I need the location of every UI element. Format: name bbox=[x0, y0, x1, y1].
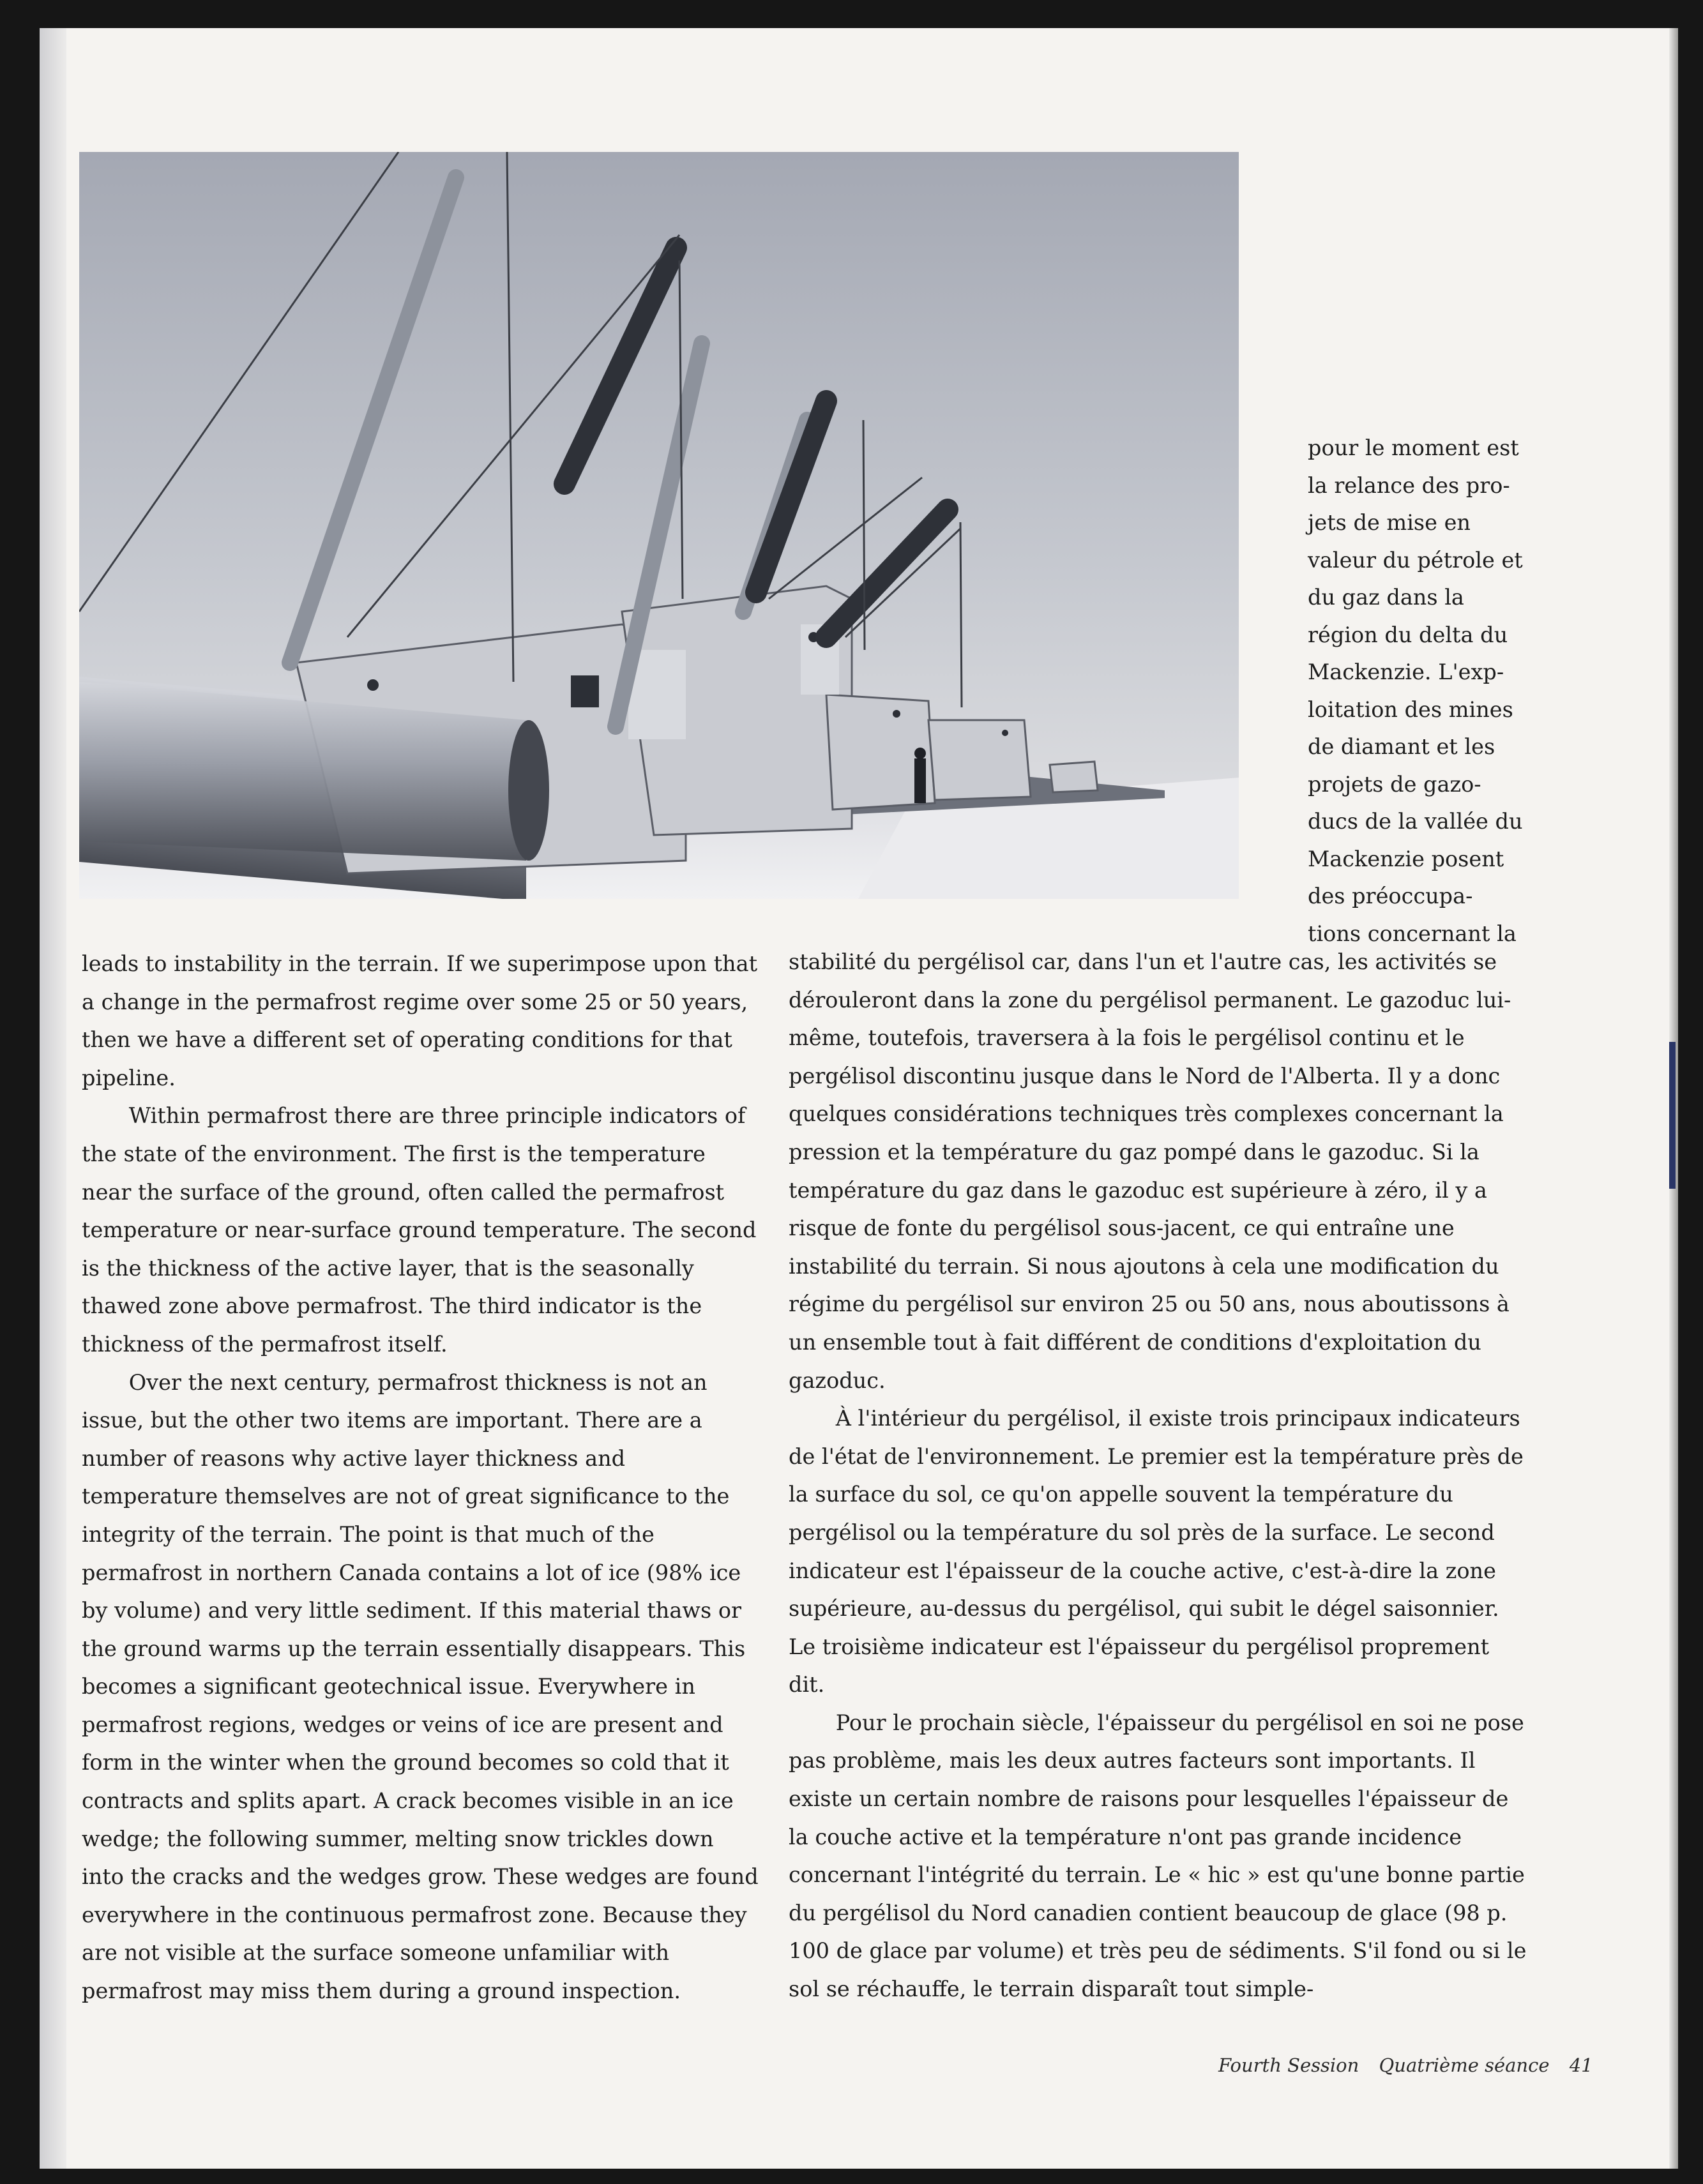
footer-session-en: Fourth Session bbox=[1218, 2054, 1359, 2076]
page-footer bbox=[1218, 2054, 1593, 2076]
page-tab-marker bbox=[1669, 1042, 1676, 1189]
paragraph: stabilité du pergélisol car, dans l'un et l'autre cas, les activités se dérouleront dans la zone du pergélisol permanent. Le gazoduc lui-même, toutefois, traversera à la fois le pergélisol continu et le pergélisol discontinu jusque dans le Nord de l'Alberta. Il y a donc quelques considérations techniques très complexes concernant la pression et la température du gaz pompé dans le gazoduc. Si la température du gaz dans le gazoduc est supérieure à zéro, il y a risque de fonte du pergélisol sous-jacent, ce qui entraîne une instabilité du terrain. Si nous ajoutons à cela une modification du régime du pergélisol sur environ 25 ou 50 ans, nous aboutissons à un ensemble tout à fait différent de conditions d'exploitation du gazoduc. bbox=[789, 949, 1511, 1393]
sidebar-line: projets de gazo- bbox=[1308, 771, 1481, 797]
footer-session-fr: Quatrième séance bbox=[1379, 2054, 1550, 2076]
sidebar-line: valeur du pétrole et bbox=[1308, 547, 1523, 573]
sidebar-line: Mackenzie. L'exp- bbox=[1308, 659, 1504, 684]
paragraph: Within permafrost there are three principle indicators of the state of the environment. The first is the temperature near the surface of the ground, often called the permafrost temperature or near-surface ground temperature. The second is the thickness of the active layer, that is the seasonally thawed zone above permafrost. The third indicator is the thickness of the permafrost itself. bbox=[82, 1103, 757, 1357]
paragraph: À l'intérieur du pergélisol, il existe trois principaux indicateurs de l'état de l'environnement. Le premier est la température près de la surface du sol, ce qu'on appelle souvent la température du pergélisol ou la température du sol près de la surface. Le second indicateur est l'épaisseur de la couche active, c'est-à-dire la zone supérieure, au-dessus du pergélisol, qui subit le dégel saisonnier. Le troisième indicateur est l'épaisseur du pergélisol proprement dit. bbox=[789, 1406, 1524, 1698]
sidebar-text-fr bbox=[1308, 430, 1550, 953]
french-column bbox=[789, 943, 1531, 2008]
sidebar-line: la relance des pro- bbox=[1308, 472, 1510, 498]
page-number: 41 bbox=[1569, 2054, 1593, 2076]
paragraph: Pour le prochain siècle, l'épaisseur du pergélisol en soi ne pose pas problème, mais les deux autres facteurs sont importants. Il existe un certain nombre de raisons pour lesquelles l'épaisseur de la couche active et la température n'ont pas grande incidence concernant l'intégrité du terrain. Le « hic » est qu'une bonne partie du pergélisol du Nord canadien contient beaucoup de glace (98 p. 100 de glace par volume) et très peu de sédiments. S'il fond ou si le sol se réchauffe, le terrain disparaît tout simple- bbox=[789, 1710, 1527, 2002]
sidebar-line: des préoccupa- bbox=[1308, 884, 1473, 908]
sidebar-line: pour le moment est bbox=[1308, 435, 1519, 460]
page-gutter bbox=[40, 28, 66, 2169]
sidebar-line: ducs de la vallée du bbox=[1308, 809, 1523, 834]
pipeline-sidebooms-photo bbox=[79, 152, 1239, 899]
sidebar-line: jets de mise en bbox=[1308, 510, 1471, 535]
sidebar-line: du gaz dans la bbox=[1308, 585, 1464, 610]
english-column bbox=[82, 945, 760, 2010]
sidebar-line: loitation des mines bbox=[1308, 697, 1513, 722]
paragraph: leads to instability in the terrain. If we superimpose upon that a change in the permafrost regime over some 25 or 50 years, then we have a different set of operating conditions for that pipeline. bbox=[82, 951, 758, 1090]
sidebar-line: Mackenzie posent bbox=[1308, 846, 1504, 871]
sidebar-line: région du delta du bbox=[1308, 622, 1508, 647]
pipeline-photo bbox=[79, 152, 1239, 899]
sidebar-line: de diamant et les bbox=[1308, 734, 1495, 759]
sidebar-line: tions concernant la bbox=[1308, 921, 1517, 946]
paragraph: Over the next century, permafrost thickness is not an issue, but the other two items are important. There are a number of reasons why active layer thickness and temperature themselves are not of great significance to the integrity of the terrain. The point is that much of the permafrost in northern Canada contains a lot of ice (98% ice by volume) and very little sediment. If this material thaws or the ground warms up the terrain essentially disappears. This becomes a significant geotechnical issue. Everywhere in permafrost regions, wedges or veins of ice are present and form in the winter when the ground becomes so cold that it contracts and splits apart. A crack becomes visible in an ice wedge; the following summer, melting snow trickles down into the cracks and the wedges grow. These wedges are found everywhere in the continuous permafrost zone. Because they are not visible at the surface someone unfamiliar with permafrost may miss them during a ground inspection. bbox=[82, 1369, 759, 2004]
